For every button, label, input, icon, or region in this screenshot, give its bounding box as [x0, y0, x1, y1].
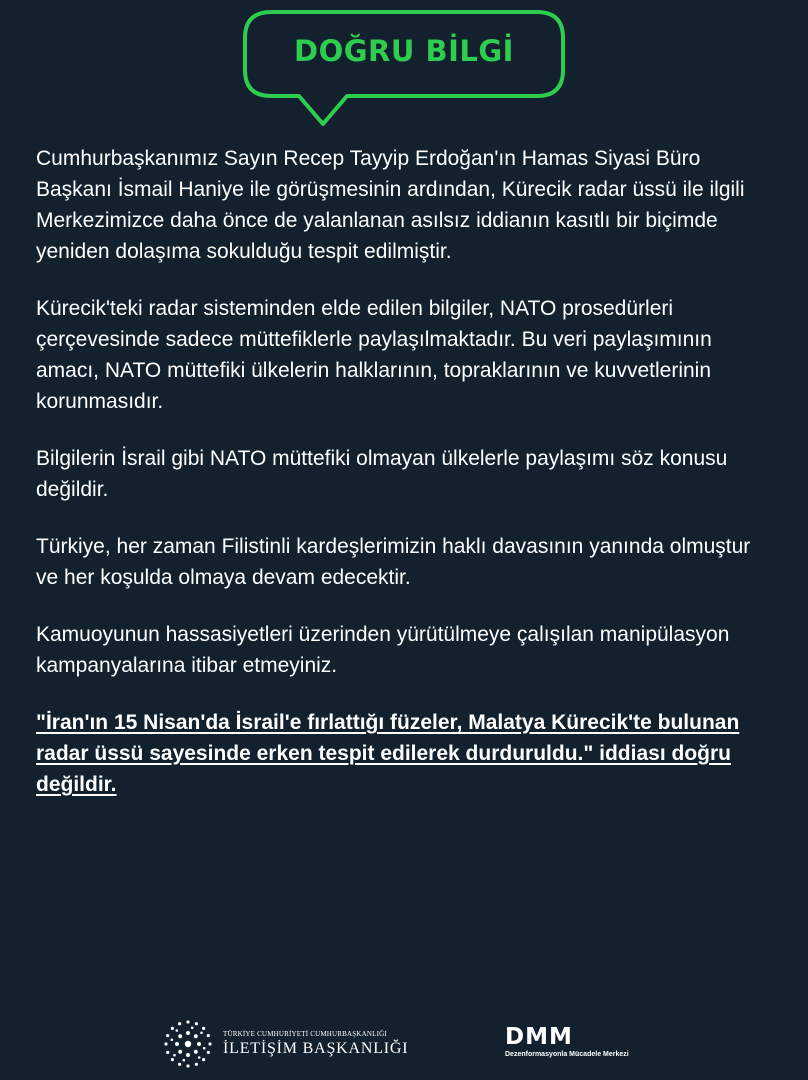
- dmm-subtitle: Dezenformasyonla Mücadele Merkezi: [505, 1051, 629, 1058]
- paragraph-3: Bilgilerin İsrail gibi NATO müttefiki olmayan ülkelerle paylaşımı söz konusu değildir.: [36, 447, 728, 501]
- dmm-logo-text: DMM: [505, 1024, 573, 1050]
- badge-title: DOĞRU BİLGİ: [294, 34, 514, 68]
- claim-statement: "İran'ın 15 Nisan'da İsrail'e fırlattığı füzeler, Malatya Kürecik'te bulunan radar üssü sayesinde erken tespit edilerek durduruldu." iddiası doğru değildir.: [36, 711, 740, 796]
- iletisim-subtitle: TÜRKİYE CUMHURİYETİ CUMHURBAŞKANLIĞI: [223, 1030, 387, 1038]
- dogru-bilgi-badge: [243, 10, 565, 130]
- dmm-logo: [505, 1026, 629, 1058]
- paragraph-1: Cumhurbaşkanımız Sayın Recep Tayyip Erdoğan'ın Hamas Siyasi Büro Başkanı İsmail Haniye ile görüşmesinin ardından, Kürecik radar üssü ile ilgili Merkezimizce daha önce de yalanlanan asılsız iddianın kasıtlı bir biçimde yeniden dolaşıma sokulduğu tespit edilmiştir.: [36, 147, 745, 263]
- statement-body: [36, 143, 776, 826]
- paragraph-4: Türkiye, her zaman Filistinli kardeşlerimizin haklı davasının yanında olmuştur ve her koşulda olmaya devam edecektir.: [36, 535, 751, 589]
- iletisim-title: İLETİŞİM BAŞKANLIĞI: [223, 1040, 409, 1057]
- iletisim-logo: [163, 1018, 408, 1070]
- footer: [0, 1012, 808, 1072]
- paragraph-5: Kamuoyunun hassasiyetleri üzerinden yürütülmeye çalışılan manipülasyon kampanyalarına itibar etmeyiniz.: [36, 623, 730, 677]
- star-emblem-icon: [163, 1019, 213, 1069]
- paragraph-2: Kürecik'teki radar sisteminden elde edilen bilgiler, NATO prosedürleri çerçevesinde sadece müttefiklerle paylaşılmaktadır. Bu veri paylaşımının amacı, NATO müttefiki ülkelerin halklarının, topraklarının ve kuvvetlerinin korunmasıdır.: [36, 297, 712, 413]
- speech-bubble-icon: [243, 10, 565, 130]
